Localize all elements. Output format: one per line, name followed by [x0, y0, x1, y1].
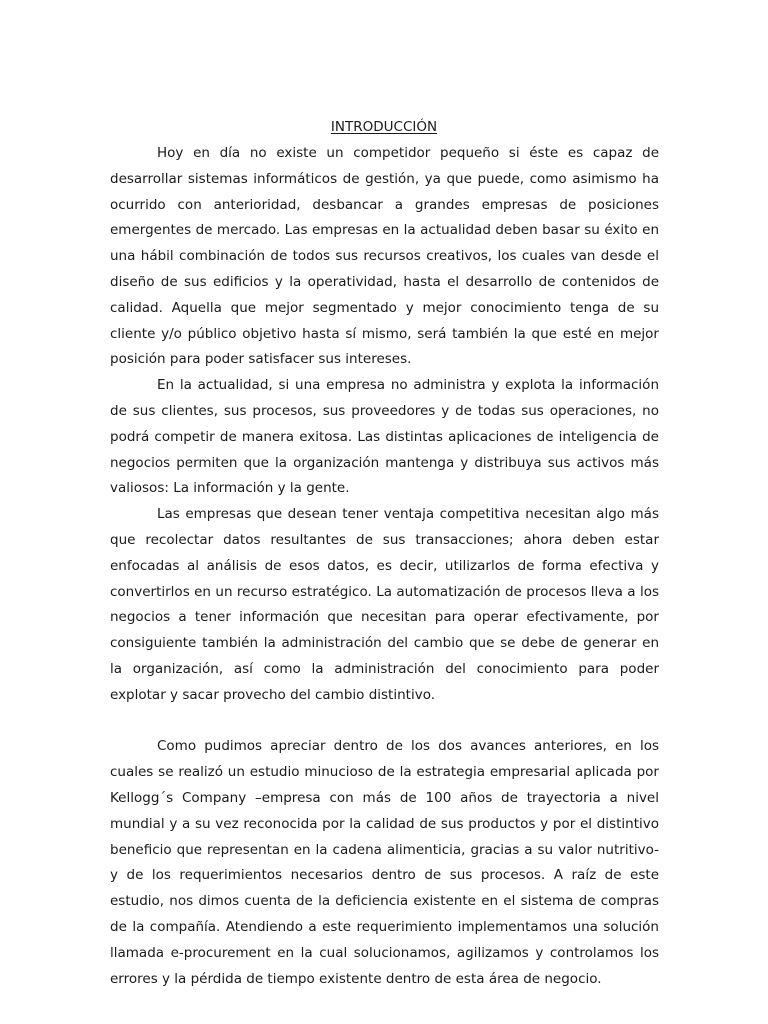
document-body [110, 141, 659, 992]
paragraph-4: Como pudimos apreciar dentro de los dos avances anteriores, en los cuales se realizó un estudio minucioso de la estrategia empresarial aplicada por Kellogg´s Company –empresa con más de 100 años de trayectoria a nivel mundial y a su vez reconocida por la calidad de sus productos y por el distintivo beneficio que representan en la cadena alimenticia, gracias a su valor nutritivo- y de los requerimientos necesarios dentro de sus procesos. A raíz de este estudio, nos dimos cuenta de la deficiencia existente en el sistema de compras de la compañía. Atendiendo a este requerimiento implementamos una solución llamada e-procurement en la cual solucionamos, agilizamos y controlamos los errores y la pérdida de tiempo existente dentro de esta área de negocio. [110, 738, 659, 987]
paragraph-1: Hoy en día no existe un competidor pequeño si éste es capaz de desarrollar sistemas informáticos de gestión, ya que puede, como asimismo ha ocurrido con anterioridad, desbancar a grandes empresas de posiciones emergentes de mercado. Las empresas en la actualidad deben basar su éxito en una hábil combinación de todos sus recursos creativos, los cuales van desde el diseño de sus edificios y la operatividad, hasta el desarrollo de contenidos de calidad. Aquella que mejor segmentado y mejor conocimiento tenga de su cliente y/o público objetivo hasta sí mismo, será también la que esté en mejor posición para poder satisfacer sus intereses. [110, 145, 659, 368]
paragraph-3: Las empresas que desean tener ventaja competitiva necesitan algo más que recolectar datos resultantes de sus transacciones; ahora deben estar enfocadas al análisis de esos datos, es decir, utilizarlos de forma efectiva y convertirlos en un recurso estratégico. La automatización de procesos lleva a los negocios a tener información que necesitan para operar efectivamente, por consiguiente también la administración del cambio que se debe de generar en la organización, así como la administración del conocimiento para poder explotar y sacar provecho del cambio distintivo. [110, 506, 659, 703]
paragraph-2: En la actualidad, si una empresa no administra y explota la información de sus clientes, sus procesos, sus proveedores y de todas sus operaciones, no podrá competir de manera exitosa. Las distintas aplicaciones de inteligencia de negocios permiten que la organización mantenga y distribuya sus activos más valiosos: La información y la gente. [110, 377, 659, 497]
document-title: INTRODUCCIÓN [330, 119, 438, 135]
paragraph-spacer [110, 709, 659, 735]
